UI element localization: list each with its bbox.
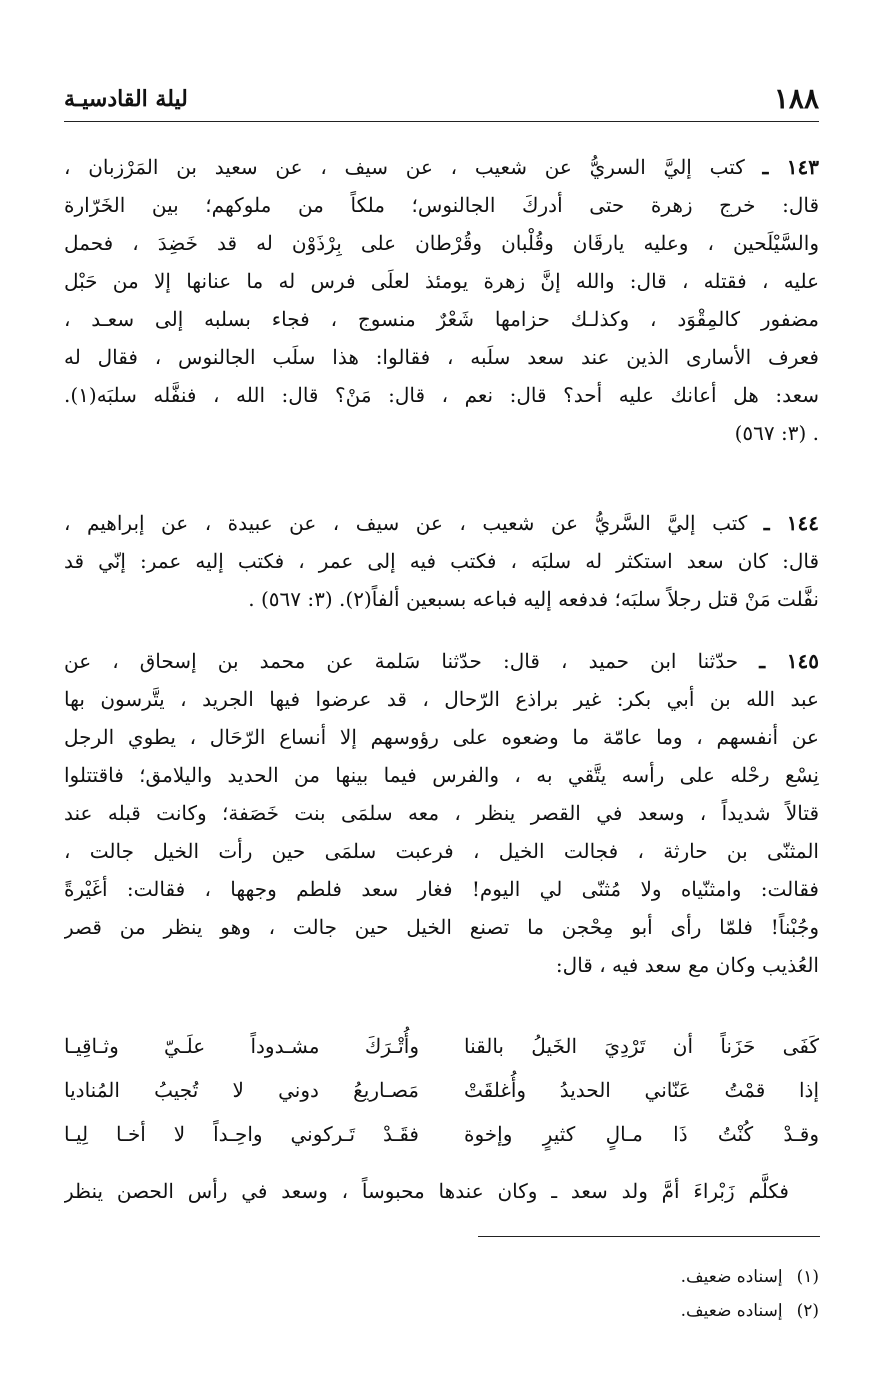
- text-line: قال: كان سعد استكثر له سلبَه ، فكتب فيه إلى عمر ، فكتب إليه عمر: إنّي قد: [64, 549, 819, 573]
- text-line: فكلَّم زَبْراءَ أمَّ ولد سعد ـ وكان عندها محبوساً ، وسعد في رأس الحصن ينظر: [64, 1179, 789, 1203]
- verse-line: [64, 1068, 819, 1112]
- page-number: ١٨٨: [773, 82, 819, 115]
- text-line: عن أنفسهم ، وما عامّة ما وضعوه على رؤوسهم إلا أنساع الرّحَال ، يطوي الرجل: [64, 725, 819, 749]
- paragraph-145: [64, 642, 819, 984]
- paragraph-number: ١٤٥ ـ: [759, 649, 819, 673]
- text-line: نفَّلت مَنْ قتل رجلاً سلبَه؛ فدفعه إليه فباعه بسبعين ألفاً(٢). (٣: ٥٦٧) .: [248, 587, 819, 611]
- poem: [64, 1024, 819, 1156]
- text-line: فقالت: وامثنّياه ولا مُثنّى لي اليوم! فغار سعد فلطم وجهها ، فقالت: أغَيْرةً: [64, 877, 819, 901]
- footnote-number: (٢): [796, 1301, 819, 1321]
- text-line: قتالاً شديداً ، وسعد في القصر ينظر ، معه سلمَى بنت خَصَفة؛ وكانت قبله عند: [64, 801, 819, 825]
- text-line: عبد الله بن أبي بكر: غير براذع الرّحال ، قد عرضوا فيها الجريد ، يتَّرسون بها: [64, 687, 819, 711]
- page-header: [64, 82, 819, 118]
- verse-line: [64, 1112, 819, 1156]
- verse-line: [64, 1024, 819, 1068]
- verse-first-hemistich: إذا قمْتُ عَنّاني الحديدُ وأُغلقَتْ: [464, 1078, 819, 1102]
- text-line: والسَّيْلَحين ، وعليه يارقَان وقُلْبان وقُرْطان على بِرْذَوْن له قد خَضِدَ ، فحمل: [64, 231, 819, 255]
- text-line: ١٤٥ ـ حدّثنا ابن حميد ، قال: حدّثنا سَلمة عن محمد بن إسحاق ، عن: [64, 649, 819, 673]
- text-line: المثنّى بن حارثة ، فجالت الخيل ، فرعبت سلمَى حين رأت الخيل جالت ،: [64, 839, 819, 863]
- paragraph-144: [64, 504, 819, 618]
- text-line: ١٤٤ ـ كتب إليَّ السَّريُّ عن شعيب ، عن سيف ، عن عبيدة ، عن إبراهيم ،: [64, 511, 819, 535]
- footnote: [300, 1260, 819, 1294]
- verse-first-hemistich: كَفَى حَزَناً أن تَرْدِيَ الخَيلُ بالقنا: [464, 1034, 819, 1058]
- closing-paragraph: [64, 1172, 819, 1210]
- text-line: نِسْع رحْله على رأسه يتَّقي به ، والفرس فيما بينها من الحديد واليلامق؛ فاقتتلوا: [64, 763, 819, 787]
- verse-second-hemistich: مَصـاريعُ دوني لا تُجيبُ المُناديا: [64, 1078, 419, 1102]
- footnote-rule: [478, 1236, 820, 1237]
- text-line: وجُبْناً! فلمّا رأى أبو مِحْجن ما تصنع الخيل حين جالت ، وهو ينظر من قصر: [64, 915, 819, 939]
- footnote: [300, 1294, 819, 1328]
- text-line: فعرف الأسارى الذين عند سعد سلَبه ، فقالوا: هذا سلَب الجالنوس ، فقال له: [64, 345, 819, 369]
- text-line: مضفور كالمِقْوَد ، وكذلـك حزامها شَعْرٌ منسوج ، فجاء بسلبه إلى سعـد ،: [64, 307, 819, 331]
- verse-second-hemistich: وأُتْـرَكَ مشـدوداً علَـيّ وثـاقِيـا: [64, 1034, 419, 1058]
- footnote-number: (١): [796, 1267, 819, 1287]
- paragraph-143: [64, 148, 819, 452]
- paragraph-number: ١٤٣ ـ: [762, 155, 819, 179]
- text-line: قال: خرج زهرة حتى أدركَ الجالنوس؛ ملكاً من ملوكهم؛ بين الخَرّارة: [64, 193, 819, 217]
- text-line: . (٣: ٥٦٧): [734, 421, 819, 445]
- verse-second-hemistich: فقَـدْ تَـركوني واحِـداً لا أخـا لِيـا: [64, 1122, 419, 1146]
- running-title: ليلة القادسيـة: [64, 86, 188, 112]
- footnote-text: إسناده ضعيف.: [680, 1301, 783, 1321]
- footnote-text: إسناده ضعيف.: [680, 1267, 783, 1287]
- header-rule: [64, 121, 819, 122]
- text-line: عليه ، فقتله ، قال: والله إنَّ زهرة يومئذ لعلَى فرس له ما عنانها إلا من حَبْل: [64, 269, 819, 293]
- text-line: ١٤٣ ـ كتب إليَّ السريُّ عن شعيب ، عن سيف ، عن سعيد بن المَرْزبان ،: [64, 155, 819, 179]
- text-line: العُذيب وكان مع سعد فيه ، قال:: [555, 953, 819, 977]
- text-line: سعد: هل أعانك عليه أحد؟ قال: نعم ، قال: مَنْ؟ قال: الله ، فنفَّله سلبَه(١).: [64, 383, 819, 407]
- paragraph-number: ١٤٤ ـ: [763, 511, 819, 535]
- footnotes: [300, 1260, 819, 1328]
- verse-first-hemistich: وقـدْ كُنْتُ ذَا مـالٍ كثيرٍ وإخوة: [464, 1122, 819, 1146]
